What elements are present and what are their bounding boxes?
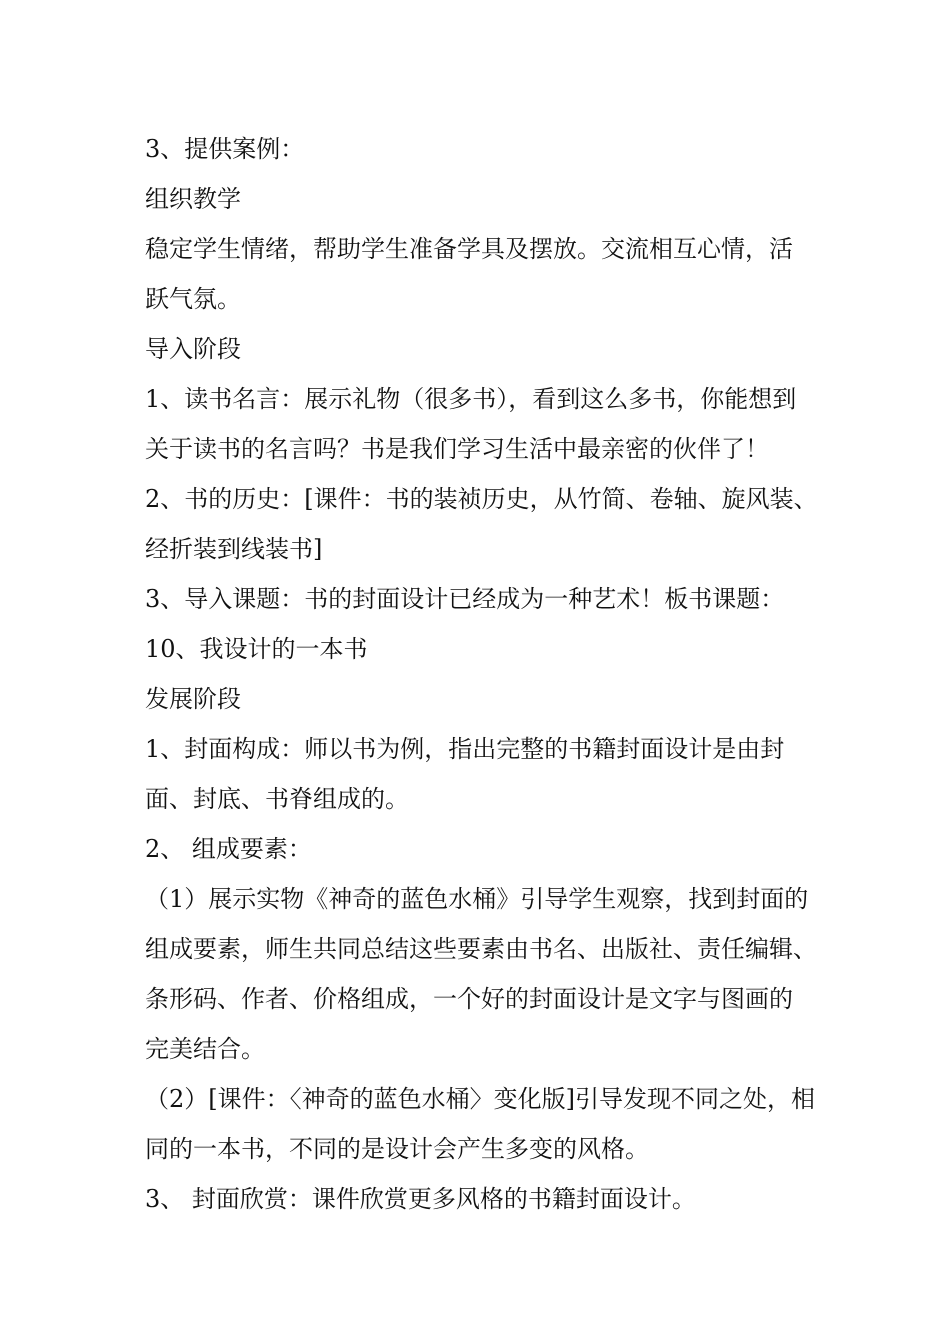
text-line: 3、导入课题：书的封面设计已经成为一种艺术！板书课题：	[145, 585, 785, 613]
text-line: 关于读书的名言吗？书是我们学习生活中最亲密的伙伴了！	[145, 435, 769, 463]
text-line: 2、 组成要素：	[145, 835, 312, 863]
text-line: 完美结合。	[145, 1035, 265, 1063]
text-line: （2）[课件：〈神奇的蓝色水桶〉变化版]引导发现不同之处，相	[145, 1085, 815, 1113]
text-line: 3、提供案例：	[145, 135, 305, 163]
text-line: （1）展示实物《神奇的蓝色水桶》引导学生观察，找到封面的	[145, 885, 809, 913]
text-line: 面、封底、书脊组成的。	[145, 785, 409, 813]
text-line: 条形码、作者、价格组成，一个好的封面设计是文字与图画的	[145, 985, 793, 1013]
text-line: 跃气氛。	[145, 285, 241, 313]
text-line: 1、读书名言：展示礼物（很多书），看到这么多书，你能想到	[145, 385, 797, 413]
text-line: 组成要素，师生共同总结这些要素由书名、出版社、责任编辑、	[145, 935, 817, 963]
section-heading: 组织教学	[145, 185, 241, 213]
text-line: 1、封面构成：师以书为例，指出完整的书籍封面设计是由封	[145, 735, 785, 763]
text-line: 同的一本书，不同的是设计会产生多变的风格。	[145, 1135, 649, 1163]
text-line: 3、 封面欣赏：课件欣赏更多风格的书籍封面设计。	[145, 1185, 696, 1213]
section-heading: 发展阶段	[145, 685, 241, 713]
text-line: 2、书的历史：[课件：书的装祯历史，从竹简、卷轴、旋风装、	[145, 485, 818, 513]
text-line: 稳定学生情绪，帮助学生准备学具及摆放。交流相互心情，活	[145, 235, 793, 263]
section-heading: 导入阶段	[145, 335, 241, 363]
text-line: 经折装到线装书]	[145, 535, 323, 563]
text-line: 10、我设计的一本书	[145, 635, 368, 663]
document-body	[145, 124, 825, 1224]
